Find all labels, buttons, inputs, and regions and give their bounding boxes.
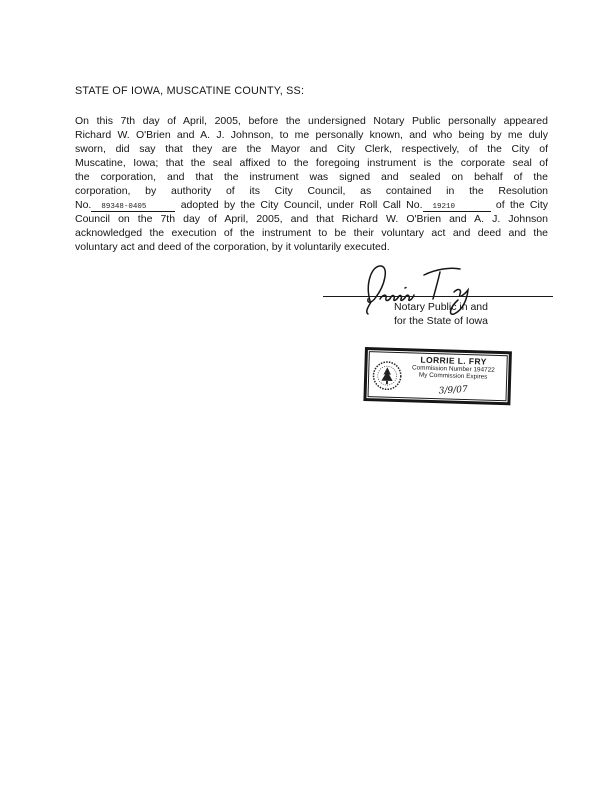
resolution-no-label: No.: [75, 199, 92, 211]
notary-stamp-inner-border: [368, 351, 508, 401]
signature-caption: [385, 300, 497, 328]
paragraph-line: sworn, did say that they are the Mayor and City Clerk, respectively, of the City of: [75, 143, 548, 155]
document-heading: STATE OF IOWA, MUSCATINE COUNTY, SS:: [75, 85, 305, 97]
signature-caption-line2: for the State of Iowa: [394, 315, 488, 327]
paragraph-line: acknowledged the execution of the instrument to be their voluntary act and deed and the: [75, 227, 548, 239]
stamp-text-block: [403, 355, 504, 399]
stamp-handwritten-date: 3/9/07: [437, 384, 468, 397]
roll-call-label: adopted by the City Council, under Roll Call No.: [180, 199, 423, 211]
stamp-notary-name: LORRIE L. FRY: [420, 354, 487, 367]
paragraph-line: voluntary act and deed of the corporation, by it voluntarily executed.: [75, 241, 390, 253]
paragraph-line-tail: of the City: [495, 199, 549, 211]
paragraph-line: corporation, by authority of its City Council, as contained in the Resolution: [75, 185, 548, 197]
notarial-seal-icon: [371, 359, 404, 392]
signature-caption-line1: Notary Public in and: [394, 301, 488, 313]
stamp-commission-number: Commission Number 194722: [411, 364, 495, 374]
paragraph-line-resolution: [75, 198, 548, 212]
paragraph-line: Council on the 7th day of April, 2005, and that Richard W. O'Brien and A. J. Johnson: [75, 213, 548, 225]
notary-acknowledgment-paragraph: [75, 114, 548, 254]
signature-line: [323, 296, 553, 297]
paragraph-line: the corporation, and that the instrument was signed and sealed on behalf of the: [75, 171, 548, 183]
paragraph-line: Richard W. O'Brien and A. J. Johnson, to me personally known, and who being by me duly: [75, 129, 548, 141]
resolution-number-field: 89348-0405: [91, 201, 175, 212]
roll-call-number-field: 19210: [423, 201, 491, 212]
paragraph-line: Muscatine, Iowa; that the seal affixed to the foregoing instrument is the corporate seal of: [75, 157, 548, 169]
notary-stamp: [363, 347, 512, 405]
stamp-expires-label: My Commission Expires: [418, 371, 488, 381]
paragraph-line: On this 7th day of April, 2005, before the undersigned Notary Public personally appeared: [75, 115, 548, 127]
